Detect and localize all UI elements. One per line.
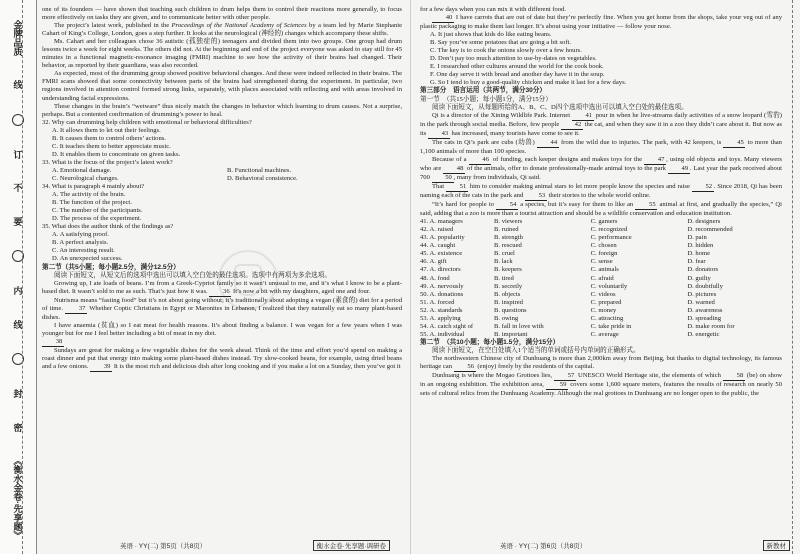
answer-blank: 40 bbox=[432, 14, 454, 23]
option: D. Behavioral consistence. bbox=[227, 174, 298, 182]
choice-option: B. objects bbox=[494, 290, 521, 298]
question-33: 33. What is the focus of the project’s latest work? bbox=[42, 158, 173, 166]
margin-marker: 密 bbox=[12, 422, 23, 432]
choice-row bbox=[420, 331, 782, 339]
choice-option: D. hidden bbox=[687, 242, 714, 250]
passage-paragraph: Dunhuang is where the Mogao Grottoes lies, 57 UNESCO World Heritage site, the elements of which 58 (be) on show in an ongoing exhibition. The exhibition area, 59 covers some 1,600 square meters, features the results of research on nearly 50 sets of cultural relics from the Dunhuang Academy. Although the real grottoes in Dunhuang are no longer open to the public, the bbox=[420, 372, 782, 398]
margin-marker: 封 bbox=[12, 389, 23, 399]
option: C. The key is to cook the onions slowly over a few hours. bbox=[430, 47, 582, 55]
choice-option: C. voluntarily bbox=[590, 282, 628, 290]
choice-option: 45. A. existence bbox=[420, 250, 463, 258]
choice-option: C. attracting bbox=[590, 314, 624, 322]
option: D. The process of the experiment. bbox=[52, 215, 142, 223]
option: C. An interesting result. bbox=[52, 247, 115, 255]
choice-row bbox=[420, 258, 782, 266]
passage-paragraph: for a few days when you can mix it with different food. bbox=[420, 6, 566, 13]
choice-option: D. energetic bbox=[687, 330, 720, 338]
option: A. It allows them to let out their feelings. bbox=[52, 126, 161, 134]
footer-page-label: 英语 · YY(二) 第6页（共8页） bbox=[500, 543, 587, 550]
answer-blank: 58 bbox=[723, 372, 745, 381]
answer-blank: 44 bbox=[537, 139, 559, 148]
choice-option: B. cruel bbox=[494, 250, 515, 258]
answer-blank: 42 bbox=[561, 121, 583, 130]
answer-blank: 45 bbox=[723, 139, 745, 148]
option: F. One day serve it with bread and another day have it in the soup. bbox=[430, 71, 605, 79]
passage-paragraph: As expected, most of the drumming group showed positive behavioral changes. And these were indeed reflected in their brains. The FMRI scans showed that some connectivity between parts of the brains had strengthened during the experiment. In particular, two regions involved in attention control formed strong links, separately, with places associated with reflecting and with areas involved in understanding facial expressions. bbox=[42, 70, 402, 102]
choice-option: 51. A. forced bbox=[420, 298, 455, 306]
answer-blank: 53 bbox=[525, 192, 547, 201]
option: B. Functional machines. bbox=[227, 166, 292, 174]
answer-blank: 57 bbox=[554, 372, 576, 381]
choice-row bbox=[420, 307, 782, 315]
option-row bbox=[42, 167, 402, 175]
choice-option: 52. A. standards bbox=[420, 306, 463, 314]
choice-option: 47. A. directors bbox=[420, 266, 461, 274]
choice-option: 53. A. applying bbox=[420, 314, 461, 322]
choice-option: D. awareness bbox=[687, 306, 723, 314]
page-5-footer bbox=[120, 540, 390, 551]
section-heading: 第一节 （共15小题；每小题1分，满分15分） bbox=[420, 95, 552, 103]
answer-blank: 46 bbox=[469, 156, 491, 165]
choice-option: B. fall in love with bbox=[494, 322, 544, 330]
choice-option: C. foreign bbox=[590, 250, 618, 258]
section-instructions: 阅读下面短文，从每题所给的A、B、C、D四个选项中选出可以填入空白处的最佳选项。 bbox=[432, 103, 688, 111]
choice-option: D. pictures bbox=[687, 290, 717, 298]
margin-top-label: 金牌品质 bbox=[12, 20, 23, 56]
option: A. The activity of the brain. bbox=[52, 191, 126, 199]
part-heading: 第三部分 语言运用（共两节，满分30分） bbox=[420, 87, 547, 95]
choice-option: 50. A. donations bbox=[420, 290, 464, 298]
passage-paragraph: Qi is a director of the Xining Wildlife Park. Internet 41 pour in when he live-streams daily activities of a snow leopard (雪豹) in the park through social media. Before, few people 42 the cat, and when they saw it in a zoo they didn’t care about it. But now as its 43 has increased, many tourists have come to see it. bbox=[420, 112, 782, 139]
choice-option: 54. A. catch sight of bbox=[420, 322, 474, 330]
choice-option: C. videos bbox=[590, 290, 616, 298]
passage-paragraph: Nutrisma means “fasting food” but it’s not about going without; it’s traditionally about adopting a vegan (素食的) diet for a period of time. 37 Whether Coptic Christians in Egypt or Maronites in Lebanon, I realized that they naturally eat so many plant-based dishes. bbox=[42, 296, 402, 321]
answer-blank: 38 bbox=[42, 338, 64, 347]
passage-paragraph: The project’s latest work, published in the Proceedings of the National Academy of Sciences by a team led by Marie Stephanie Cahart of King’s College, London, goes a step further. It looks at the neurological (神经的) changes which accompany these shifts. bbox=[42, 22, 402, 38]
choice-option: C. animals bbox=[590, 266, 619, 274]
choice-option: D. recommended bbox=[687, 226, 733, 234]
footer-edition-badge: 新教材 bbox=[763, 540, 791, 551]
question-32: 32. Why can drumming help children with emotional or behavioral difficulties? bbox=[42, 118, 252, 126]
choice-option: B. important bbox=[494, 330, 528, 338]
footer-page-label: 英语 · YY(二) 第5页（共8页） bbox=[120, 543, 207, 550]
answer-blank: 41 bbox=[572, 112, 594, 121]
option: C. It teaches them to better appreciate music. bbox=[52, 142, 171, 150]
choice-option: C. sense bbox=[590, 258, 613, 266]
option-row bbox=[42, 175, 402, 183]
passage-paragraph: I have anaemia (贫血) so I eat meat for health reasons. It’s about finding a balance. I was vegan for a few years when I was younger but for me I feel better including a bit of meat in my diet. 38 bbox=[42, 322, 402, 347]
choice-option: D. spreading bbox=[687, 314, 722, 322]
option: C. The number of the participants. bbox=[52, 207, 143, 215]
option: B. A perfect analysis. bbox=[52, 239, 109, 247]
margin-bottom-label: 《衡水金卷·先享题》 bbox=[12, 455, 23, 540]
choice-option: 43. A. popularity bbox=[420, 234, 465, 242]
answer-blank: 50 bbox=[432, 174, 454, 183]
choice-option: C. take pride in bbox=[590, 322, 632, 330]
choice-option: B. inspired bbox=[494, 298, 523, 306]
passage-paragraph: Ms. Cahart and her colleagues chose 36 autistic (孤独症的) teenagers and divided them into two groups. One group had drum lessons twice a week for eight weeks. The others did not. At the beginning and end of the project everyone was asked to stay still for 45 minutes in a functional magnetic-resonance imaging (FMRI) machine to see how the activity of their brains had changed. Their behavior, as reported by their guardians, was also recorded. bbox=[42, 38, 402, 70]
answer-blank: 55 bbox=[635, 201, 657, 210]
choice-option: 46. A. gift bbox=[420, 258, 447, 266]
margin-marker: 订 bbox=[12, 149, 23, 159]
option: A. Emotional damage. bbox=[52, 166, 112, 174]
choice-row bbox=[420, 291, 782, 299]
choice-option: B. owing bbox=[494, 314, 519, 322]
choice-option: C. money bbox=[590, 306, 617, 314]
page-divider bbox=[410, 0, 411, 554]
section-heading: 第二节（共5小题；每小题2.5分，满分12.5分） bbox=[42, 263, 180, 271]
choice-option: B. rescued bbox=[494, 242, 522, 250]
option: D. It enables them to concentrate on given tasks. bbox=[52, 150, 181, 158]
margin-markers bbox=[4, 20, 32, 540]
choice-option: B. strength bbox=[494, 234, 523, 242]
option: B. Say you’ve some potatoes that are going a bit soft. bbox=[430, 39, 572, 47]
choice-option: 42. A. raised bbox=[420, 226, 454, 234]
passage-paragraph: one of its founders — have shown that teaching such children to drum helps them to control their reactions more generally, to focus more effectively on tasks they are given, and to communicate better with other people. bbox=[42, 6, 402, 22]
choice-grid bbox=[420, 218, 782, 339]
choice-option: D. pain bbox=[687, 234, 707, 242]
choice-option: B. secretly bbox=[494, 282, 523, 290]
passage-paragraph: The northwestern Chinese city of Dunhuang is more than 2,000km away from Beijing, but thanks to digital technology, its famous heritage can 56 (enjoy) freely by the residents of the capital. bbox=[420, 355, 782, 372]
margin-marker: 线 bbox=[12, 80, 23, 90]
option: E. I researched other cultures around the world for the cook book. bbox=[430, 63, 604, 71]
margin-marker: 不 bbox=[12, 183, 23, 193]
margin-marker: 内 bbox=[12, 286, 23, 296]
choice-option: B. viewers bbox=[494, 218, 523, 226]
choice-row bbox=[420, 250, 782, 258]
choice-option: C. prepared bbox=[590, 298, 622, 306]
question-35: 35. What does the author think of the findings as? bbox=[42, 223, 174, 231]
passage-paragraph: Because of a 46 of funding, each keeper designs and makes toys for the 47 , using old objects and toys. Many viewers who are 48 of the animals, offer to donate professionally-made animal toys to the park 49 . Last year the park received about 700 50 , many from individuals, Qi said. bbox=[420, 156, 782, 183]
answer-blank: 51 bbox=[446, 183, 468, 192]
choice-row bbox=[420, 315, 782, 323]
choice-option: B. tired bbox=[494, 274, 514, 282]
answer-blank: 56 bbox=[454, 363, 476, 372]
footer-series-badge: 衡水金卷·先享题·调研卷 bbox=[313, 540, 390, 551]
answer-blank: 54 bbox=[496, 201, 518, 210]
answer-blank: 49 bbox=[668, 165, 690, 174]
choice-option: D. donators bbox=[687, 266, 719, 274]
choice-option: D. guilty bbox=[687, 274, 711, 282]
page-5-column bbox=[42, 6, 402, 372]
choice-option: 55. A. individual bbox=[420, 330, 465, 338]
option: D. Don’t pay too much attention to use-by-dates on vegetables. bbox=[430, 55, 597, 63]
passage-paragraph: Sundays are great for making a few vegetable dishes for the week ahead. Think of the time and effort you’d spend on making a roast dinner and put that energy into making some plant-based dishes instead. Try slow-cooked beans, for example, using dried beans and a few onions. 39 It is the most rich and delicious dish after long cooking and if you make a lot on a Sunday, then you’ve got it bbox=[42, 347, 402, 372]
choice-option: 41. A. managers bbox=[420, 218, 463, 226]
cut-line bbox=[792, 0, 793, 554]
passage-paragraph: 40 I have carrots that are out of date but they’re perfectly fine. When you get home from the shops, take your veg out of any plastic packaging to make them last longer. It’s about using your initiative — follow your nose. bbox=[420, 14, 782, 31]
margin-marker: 要 bbox=[12, 216, 23, 226]
choice-option: C. gamers bbox=[590, 218, 618, 226]
option: C. Neurological changes. bbox=[52, 174, 119, 182]
section-heading: 第二节 （共10小题；每小题1.5分，满分15分） bbox=[420, 338, 560, 346]
section-instructions: 阅读下面短文，从短文后的选项中选出可以填入空白处的最佳选项。选项中有两项为多余选项。 bbox=[54, 271, 331, 279]
choice-option: 44. A. caught bbox=[420, 242, 456, 250]
choice-option: D. home bbox=[687, 250, 711, 258]
answer-blank: 59 bbox=[546, 381, 568, 390]
choice-row bbox=[420, 234, 782, 242]
choice-option: D. warned bbox=[687, 298, 715, 306]
section-instructions: 阅读下面短文，在空白处填入1个适当的单词或括号内单词的正确形式。 bbox=[432, 346, 640, 354]
option: D. An unexpected success. bbox=[52, 255, 123, 263]
choice-option: D. fear bbox=[687, 258, 706, 266]
answer-blank: 52 bbox=[692, 183, 714, 192]
choice-option: C. recognized bbox=[590, 226, 628, 234]
page-6-footer bbox=[500, 540, 790, 551]
choice-row bbox=[420, 275, 782, 283]
cut-line bbox=[22, 0, 23, 554]
page-6-column bbox=[420, 6, 782, 398]
passage-paragraph: The cats in Qi’s park are cubs (幼兽) 44 from the wild due to injuries. The park, with 42 keepers, is 45 to more than 1,100 animals of more than 100 species. bbox=[420, 138, 782, 155]
margin-marker: 线 bbox=[12, 319, 23, 329]
passage-paragraph: “It’s hard for people to 54 a species, but it’s easy for them to like an 55 animal at first, and gradually the species,” Qi said, adding that a zoo is more than a tourist attraction and should be a wildlife conservation and education institution. bbox=[420, 201, 782, 218]
choice-row bbox=[420, 283, 782, 291]
option: B. It causes them to control others’ actions. bbox=[52, 134, 166, 142]
option: A. It just shows that kids do like eating beans. bbox=[430, 31, 552, 39]
choice-row bbox=[420, 323, 782, 331]
passage-paragraph: Growing up, I ate loads of beans. I’m from a Greek-Cypriot family so it wasn’t unusual to me, and it’s what I know to be a plant-based diet. It wasn’t sold to me as such. That’s just how it was. 36 It’s now a bit with my daughters, aged one and four. bbox=[42, 280, 402, 297]
answer-blank: 48 bbox=[443, 165, 465, 174]
choice-option: 49. A. nervously bbox=[420, 282, 464, 290]
passage-paragraph: That 51 him to consider making animal stars to let more people know the species and raise 52 . Since 2018, Qi has been naming each of the cats in the park and 53 their stories to the whole world online. bbox=[420, 183, 782, 201]
choice-option: D. make room for bbox=[687, 322, 735, 330]
choice-row bbox=[420, 218, 782, 226]
choice-option: C. afraid bbox=[590, 274, 614, 282]
passage-paragraph: These changes in the brain’s “wetware” thus nicely match the changes in behavior which learning to drum causes. Not a surprise, perhaps. But a contented confirmation of drumming’s power to heal. bbox=[42, 102, 402, 118]
choice-row bbox=[420, 226, 782, 234]
answer-blank: 37 bbox=[65, 305, 87, 314]
answer-blank: 47 bbox=[644, 156, 666, 165]
answer-blank: 39 bbox=[90, 363, 112, 372]
choice-option: D. designers bbox=[687, 218, 721, 226]
choice-option: D. doubtfully bbox=[687, 282, 723, 290]
binding-margin bbox=[0, 0, 37, 554]
answer-blank: 43 bbox=[428, 130, 450, 139]
choice-option: B. questions bbox=[494, 306, 527, 314]
choice-option: C. average bbox=[590, 330, 619, 338]
choice-row bbox=[420, 299, 782, 307]
choice-row bbox=[420, 242, 782, 250]
choice-option: 48. A. fond bbox=[420, 274, 450, 282]
option: A. A satisfying proof. bbox=[52, 231, 109, 239]
choice-row bbox=[420, 266, 782, 274]
question-34: 34. What is paragraph 4 mainly about? bbox=[42, 183, 145, 191]
answer-blank: 36 bbox=[209, 288, 231, 297]
choice-option: B. keepers bbox=[494, 266, 522, 274]
choice-option: C. performance bbox=[590, 234, 632, 242]
choice-option: B. lack bbox=[494, 258, 513, 266]
option: G. So I tend to buy a good-quality chicken and make it last for a few days. bbox=[430, 79, 627, 87]
choice-option: C. chosen bbox=[590, 242, 617, 250]
right-binding-margin bbox=[786, 0, 800, 554]
choice-option: B. ruined bbox=[494, 226, 519, 234]
option: B. The function of the project. bbox=[52, 199, 132, 207]
